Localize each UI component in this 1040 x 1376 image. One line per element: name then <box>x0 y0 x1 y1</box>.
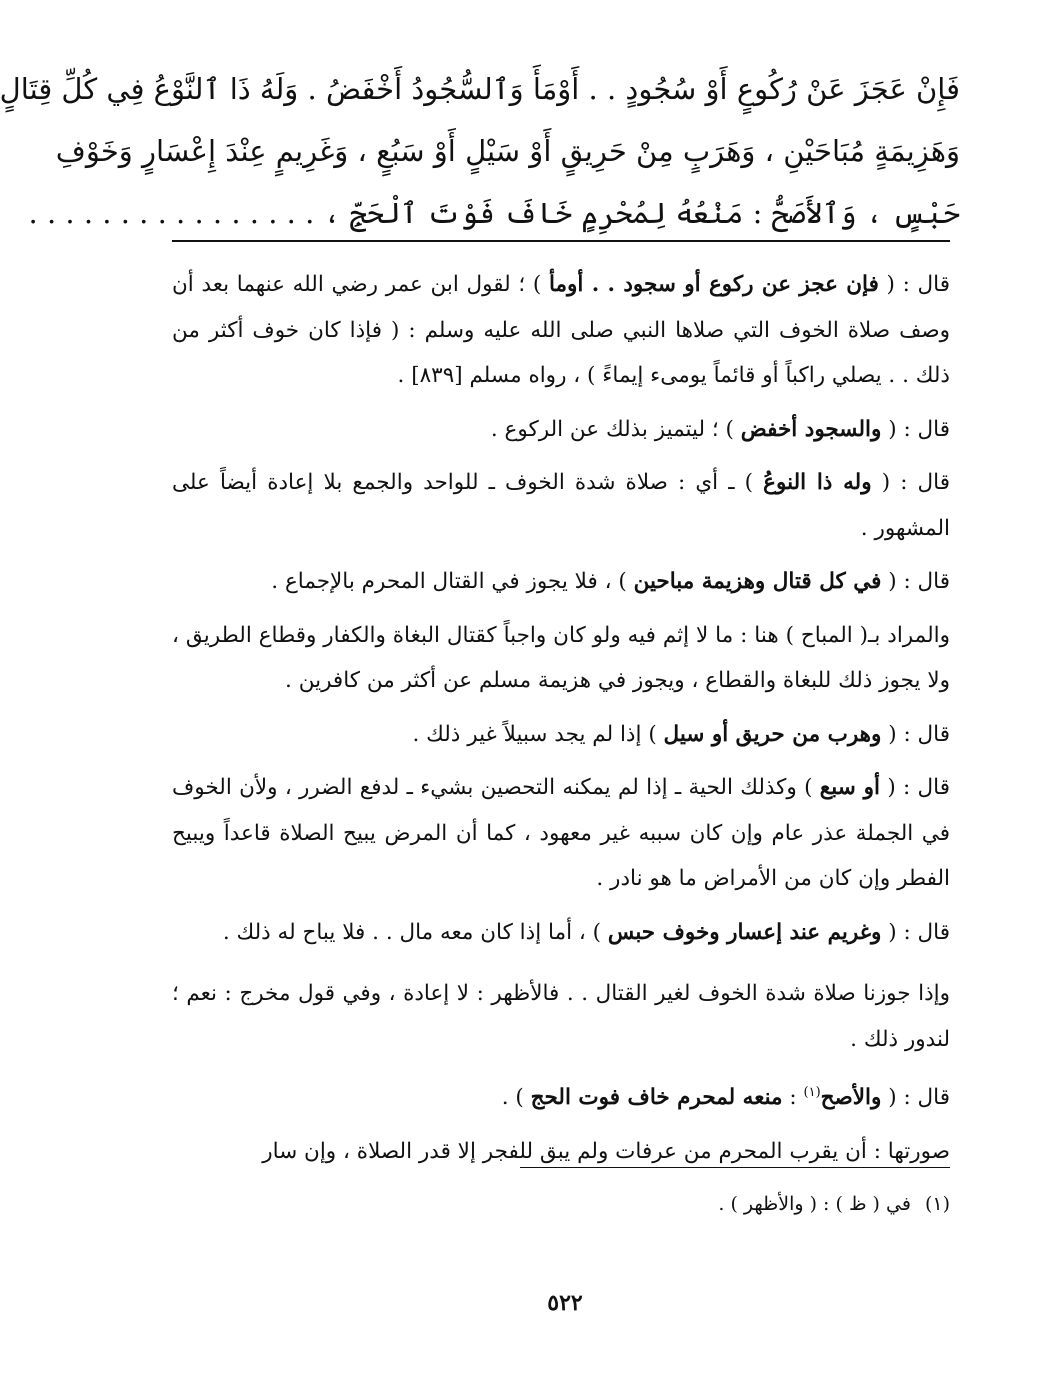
paragraph-2-quote: والسجود أخفض <box>740 416 882 442</box>
paragraph-8-intro: قال : ( <box>881 919 950 945</box>
paragraph-7-quote: أو سبع <box>819 775 881 800</box>
paragraph-10-intro: قال : ( <box>881 1085 950 1111</box>
paragraph-1-intro: قال : ( <box>878 272 950 297</box>
matn-line-3: حَبْسٍ ، وَٱلأَصَحُّ : مَنْعُهُ لِمُحْرِمٍ خَافَ فَوْتَ ٱلْحَجِّ ، . . . . . . . . . . . . . . . . <box>28 196 960 230</box>
paragraph-10-quote-2: منعه لمحرم خاف فوت الحج <box>530 1085 783 1111</box>
sharh-commentary <box>172 262 950 1182</box>
paragraph-1 <box>172 262 950 399</box>
paragraph-10-quote: والأصح <box>820 1085 882 1111</box>
paragraph-4-quote: في كل قتال وهزيمة مباحين <box>633 569 882 594</box>
paragraph-3-body: ) ـ أي : صلاة شدة الخوف ـ للواحد والجمع بلا إعادة أيضاً على المشهور . <box>172 470 950 541</box>
paragraph-7-intro: قال : ( <box>880 775 950 800</box>
paragraph-6-body: ) إذا لم يجد سبيلاً غير ذلك . <box>412 721 664 747</box>
matn-text <box>0 58 960 244</box>
paragraph-4-body: ) ، فلا يجوز في القتال المحرم بالإجماع . <box>271 569 634 594</box>
paragraph-6-intro: قال : ( <box>881 721 950 747</box>
paragraph-8-body: ) ، أما إذا كان معه مال . . فلا يباح له ذلك . <box>222 919 608 945</box>
matn-separator-rule <box>172 240 950 242</box>
footnote-separator-rule <box>520 1167 950 1168</box>
paragraph-2-body: ) ؛ ليتميز بذلك عن الركوع . <box>490 416 741 442</box>
paragraph-10 <box>172 1070 950 1121</box>
paragraph-10-colon: : <box>782 1085 804 1111</box>
paragraph-1-body: ) ؛ لقول ابن عمر رضي الله عنهما بعد أن وصف صلاة الخوف التي صلاها النبي صلى الله عليه وسلم : ( فإذا كان خوف أكثر من ذلك . . يصلي راكباً أو قائماً يومىء إيماءً ) ، رواه مسلم [٨٣٩] . <box>172 272 950 388</box>
paragraph-1-quote: فإن عجز عن ركوع أو سجود . . أومأ <box>548 272 879 297</box>
paragraph-9: وإذا جوزنا صلاة شدة الخوف لغير القتال . . فالأظهر : لا إعادة ، وفي قول مخرج : نعم ؛ لندور ذلك . <box>172 981 950 1052</box>
paragraph-11: صورتها : أن يقرب المحرم من عرفات ولم يبق للفجر إلا قدر الصلاة ، وإن سار <box>262 1138 950 1164</box>
paragraph-8-quote: وغريم عند إعسار وخوف حبس <box>607 919 882 945</box>
paragraph-6 <box>172 712 950 758</box>
paragraph-4 <box>172 559 950 605</box>
footnote-marker: (١) <box>803 1085 821 1100</box>
footnote <box>172 1188 950 1220</box>
paragraph-3 <box>172 460 950 551</box>
page-number: ٥٢٢ <box>547 1290 583 1316</box>
paragraph-7 <box>172 765 950 902</box>
paragraph-5: والمراد بـ( المباح ) هنا : ما لا إثم فيه ولو كان واجباً كقتال البغاة والكفار وقطاع الطريق ، ولا يجوز ذلك للبغاة والقطاع ، ويجوز في هزيمة مسلم عن أكثر من كافرين . <box>172 622 950 693</box>
matn-line-2: وَهَزِيمَةٍ مُبَاحَيْنِ ، وَهَرَبٍ مِنْ حَرِيقٍ أَوْ سَيْلٍ أَوْ سَبُعٍ ، وَغَرِيمٍ عِنْدَ إِعْسَارٍ وَخَوْفِ <box>55 134 960 168</box>
paragraph-7-body: ) وكذلك الحية ـ إذا لم يمكنه التحصين بشيء ـ لدفع الضرر ، ولأن الخوف في الجملة عذر عام وإن كان سببه غير معهود ، كما أن المرض يبيح الصلاة قاعداً ويبيح الفطر وإن كان من الأمراض ما هو نادر . <box>172 775 950 891</box>
paragraph-2-intro: قال : ( <box>881 416 950 442</box>
paragraph-4-intro: قال : ( <box>881 569 950 594</box>
paragraph-8 <box>172 910 950 956</box>
paragraph-2 <box>172 407 950 453</box>
footnote-number: (١) <box>924 1193 950 1215</box>
matn-line-1: فَإِنْ عَجَزَ عَنْ رُكُوعٍ أَوْ سُجُودٍ . . أَوْمَأَ وَٱلسُّجُودُ أَخْفَضُ . وَلَهُ ذَا ٱلنَّوْعُ فِي كُلِّ قِتَالٍ <box>0 72 960 106</box>
paragraph-10-close: ) . <box>501 1085 531 1111</box>
paragraph-3-quote: وله ذا النوعُ <box>763 470 872 495</box>
paragraph-3-intro: قال : ( <box>871 470 950 495</box>
footnote-text: في ( ظ ) : ( والأظهر ) . <box>718 1193 911 1215</box>
paragraph-6-quote: وهرب من حريق أو سيل <box>663 721 882 747</box>
